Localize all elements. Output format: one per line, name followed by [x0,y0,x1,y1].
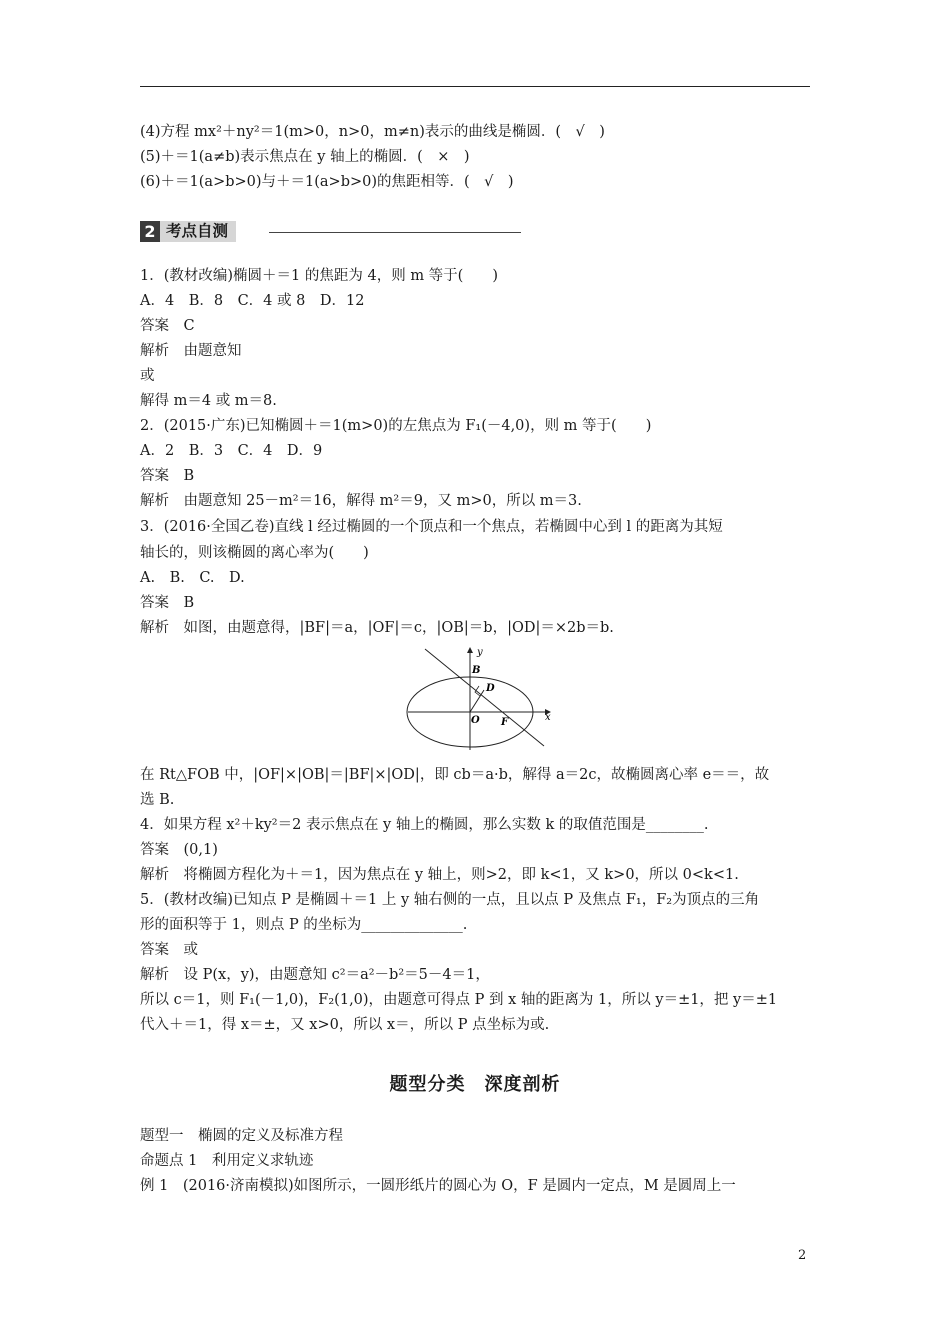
text-line: 2．(2015·广东)已知椭圆＋＝1(m>0)的左焦点为 F₁(－4,0)，则 m 等于( ) [140,418,652,434]
y-arrow [467,647,473,653]
label-o: O [471,715,480,726]
text-line: 答案 (0,1) [140,842,218,858]
text-line: (6)＋＝1(a>b>0)与＋＝1(a>b>0)的焦距相等．( √ ) [140,174,514,190]
text-line: 形的面积等于 1，则点 P 的坐标为______________. [140,917,468,933]
header-rule [140,86,810,87]
line-l [425,649,544,746]
right-angle-mark [475,686,480,696]
text-line: 5．(教材改编)已知点 P 是椭圆＋＝1 上 y 轴右侧的一点，且以点 P 及焦点 F₁，F₂为顶点的三角 [140,892,760,908]
text-line: A．2 B．3 C．4 D．9 [140,443,323,459]
label-y: y [477,647,483,658]
text-line: 轴长的，则该椭圆的离心率为( ) [140,545,369,561]
text-line: 解析 如图，由题意得，|BF|＝a，|OF|＝c，|OB|＝b，|OD|＝×2b＝b. [140,620,614,636]
label-f: F [501,717,509,728]
text-line: 答案 或 [140,942,198,958]
text-line: (5)＋＝1(a≠b)表示焦点在 y 轴上的椭圆．( × ) [140,149,470,165]
section-rule [269,232,521,233]
text-line: 或 [140,368,155,384]
text-line: 解析 由题意知 [140,343,242,359]
ellipse-figure [400,646,560,756]
text-line: 代入＋＝1，得 x＝±，又 x>0，所以 x＝，所以 P 点坐标为或. [140,1017,550,1033]
text-line: A．4 B．8 C．4 或 8 D．12 [140,293,365,309]
section-badge [140,221,236,242]
text-line: (4)方程 mx²＋ny²＝1(m>0，n>0，m≠n)表示的曲线是椭圆．( √ ) [140,124,605,140]
page-number: 2 [798,1248,807,1263]
text-line: 所以 c＝1，则 F₁(－1,0)，F₂(1,0)，由题意可得点 P 到 x 轴的距离为 1，所以 y＝±1，把 y＝±1 [140,992,778,1008]
label-x: x [545,712,551,723]
text-line: 答案 B [140,468,195,484]
section-title: 考点自测 [160,221,236,242]
text-line: 解得 m＝4 或 m＝8. [140,393,277,409]
text-line: 在 Rt△FOB 中，|OF|×|OB|＝|BF|×|OD|，即 cb＝a·b，解得 a＝2c，故椭圆离心率 e＝＝，故 [140,767,770,783]
text-line: 题型一 椭圆的定义及标准方程 [140,1128,343,1144]
text-line: 答案 B [140,595,195,611]
text-line: 4．如果方程 x²＋ky²＝2 表示焦点在 y 轴上的椭圆，那么实数 k 的取值范围是________. [140,817,709,833]
text-line: 解析 由题意知 25－m²＝16，解得 m²＝9，又 m>0，所以 m＝3. [140,493,582,509]
label-d: D [486,683,495,694]
text-line: 解析 将椭圆方程化为＋＝1，因为焦点在 y 轴上，则>2，即 k<1，又 k>0，所以 0<k<1. [140,867,739,883]
text-line: 解析 设 P(x，y)，由题意知 c²＝a²－b²＝5－4＝1， [140,967,490,983]
section-heading: 题型分类 深度剖析 [389,1074,561,1095]
text-line: 命题点 1 利用定义求轨迹 [140,1153,314,1169]
text-line: 答案 C [140,318,195,334]
section-number: 2 [140,221,160,242]
text-line: 选 B. [140,792,175,808]
text-line: 1．(教材改编)椭圆＋＝1 的焦距为 4，则 m 等于( ) [140,268,498,284]
text-line: A. B. C. D. [140,570,245,586]
label-b: B [472,665,481,676]
text-line: 例 1 (2016·济南模拟)如图所示，一圆形纸片的圆心为 O，F 是圆内一定点，M 是圆周上一 [140,1178,736,1194]
text-line: 3．(2016·全国乙卷)直线 l 经过椭圆的一个顶点和一个焦点，若椭圆中心到 l 的距离为其短 [140,519,723,535]
